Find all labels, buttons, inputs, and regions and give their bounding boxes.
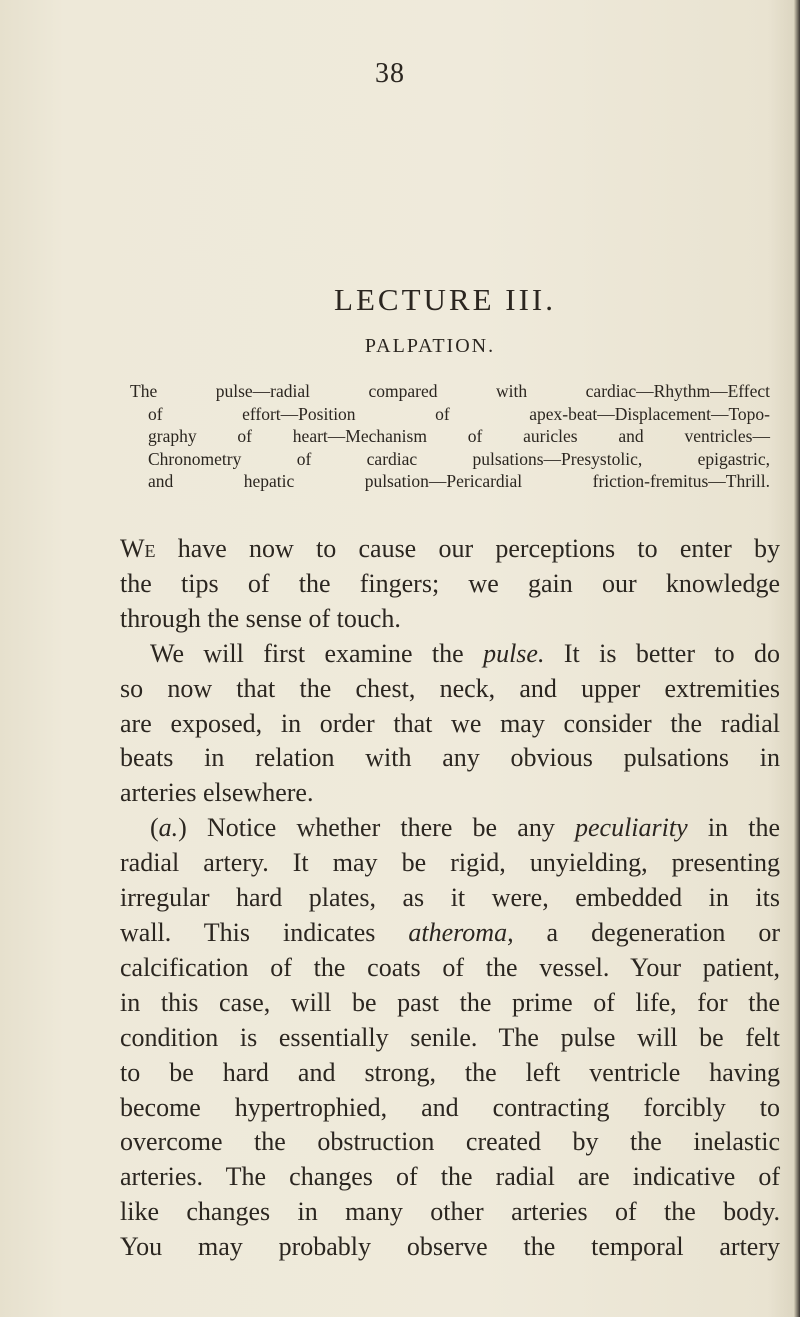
drop-word: We: [120, 534, 156, 563]
summary-line: Chronometry of cardiac pulsations—Presystolic, epigastric,: [148, 448, 770, 469]
body-line: irregular hard plates, as it were, embedded in its: [120, 883, 780, 913]
summary-line: of effort—Position of apex-beat—Displacement—Topo-: [148, 403, 770, 424]
emphasis: a.: [158, 813, 179, 843]
emphasis: peculiarity: [575, 813, 688, 843]
body-line: so now that the chest, neck, and upper extremities: [120, 673, 780, 703]
body-line: through the sense of touch.: [120, 603, 401, 633]
summary-line: and hepatic pulsation—Pericardial friction-fremitus—Thrill.: [148, 471, 770, 491]
body-line: We have now to cause our perceptions to enter by: [120, 534, 780, 563]
body-line: in this case, will be past the prime of life, for the: [120, 987, 780, 1017]
body-line: overcome the obstruction created by the inelastic: [120, 1127, 780, 1157]
lecture-title: LECTURE III.: [334, 282, 556, 317]
body-line: arteries. The changes of the radial are indicative of: [120, 1162, 780, 1192]
section-title: PALPATION.: [364, 335, 496, 357]
body-line: to be hard and strong, the left ventricle having: [120, 1057, 780, 1087]
body-line: radial artery. It may be rigid, unyielding, presenting: [120, 848, 780, 878]
body-line: are exposed, in order that we may consider the radial: [120, 708, 780, 738]
body-line: We will first examine the pulse. It is better to do: [150, 638, 780, 668]
body-line: condition is essentially senile. The pulse will be felt: [120, 1022, 780, 1052]
body-line: (a.) Notice whether there be any peculiarity in the: [150, 813, 780, 843]
page-number: 38: [375, 58, 405, 89]
chapter-summary: [130, 380, 770, 493]
summary-line: graphy of heart—Mechanism of auricles and ventricles—: [148, 426, 770, 446]
page-edge-shadow: [794, 0, 800, 1317]
body-line: calcification of the coats of the vessel. Your patient,: [120, 952, 780, 982]
body-line: You may probably observe the temporal artery: [120, 1232, 780, 1262]
body-line: become hypertrophied, and contracting forcibly to: [120, 1092, 780, 1122]
emphasis: atheroma,: [408, 917, 514, 947]
body-line: wall. This indicates atheroma, a degeneration or: [120, 917, 780, 947]
emphasis: pulse.: [483, 638, 545, 668]
body-line: the tips of the fingers; we gain our knowledge: [120, 568, 780, 598]
body-line: beats in relation with any obvious pulsations in: [120, 743, 780, 773]
body-line: arteries elsewhere.: [120, 778, 314, 808]
body-text: [120, 532, 780, 1265]
body-line: like changes in many other arteries of the body.: [120, 1197, 780, 1227]
summary-line: The pulse—radial compared with cardiac—Rhythm—Effect: [130, 381, 770, 401]
